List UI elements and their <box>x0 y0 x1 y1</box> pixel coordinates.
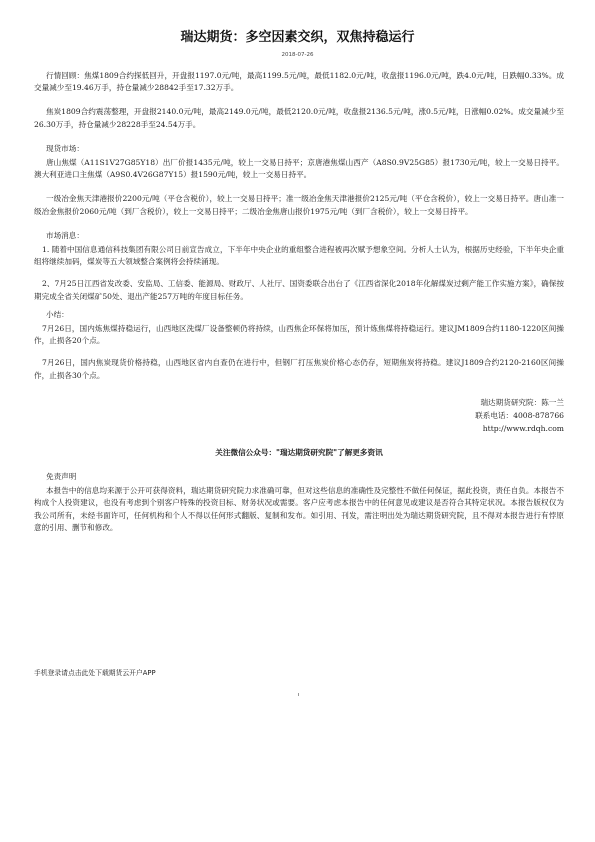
news-item-1: 1. 随着中国信息通信科技集团有限公司日前宣告成立，下半年中央企业的重组整合进程被再次赋予想象空间。分析人士认为，根据历史经验，下半年央企重组将继续加码，煤炭等五大领域整合案例将会持续涌现。 <box>34 245 564 267</box>
summary-heading: 小结： <box>46 309 69 319</box>
spot-coking-coal-prices: 唐山焦煤（A11S1V27G85Y18）出厂价报1435元/吨，较上一交易日持平；京唐港焦煤山西产（A8S0.9V25G85）报1730元/吨，较上一交易日持平。澳大利亚进口主焦煤（A9S0.4V26G87Y15）报1590元/吨，较上一交易日持平。 <box>34 158 564 180</box>
spot-coke-prices: 一级冶金焦天津港报价2200元/吨（平仓含税价），较上一交易日持平；准一级冶金焦天津港报价2125元/吨（平仓含税价），较上一交易日持平。唐山准一级冶金焦报价2060元/吨（到厂含税价），较上一交易日持平；二级冶金焦唐山报价1975元/吨（到厂含税价），较上一交易日持平。 <box>34 194 564 216</box>
summary-coke: 7月26日，国内焦炭现货价格持稳，山西地区省内自查仍在进行中，但钢厂打压焦炭价格心态仍存，短期焦炭将持稳。建议J1809合约2120-2160区间操作，止损各30个点。 <box>34 358 564 380</box>
document-body <box>34 70 564 546</box>
news-item-2: 2、7月25日江西省发改委、安监局、工信委、能源局、财政厅、人社厅、国资委联合出台了《江西省深化2018年化解煤炭过剩产能工作实施方案》，确保按期完成全省关闭煤矿50处、退出产能257万吨的年度目标任务。 <box>34 279 564 301</box>
wechat-follow-notice: 关注微信公众号："瑞达期货研究院"了解更多资讯 <box>215 447 383 457</box>
publish-date: 2018-07-26 <box>281 52 314 58</box>
contact-phone: 联系电话：4008-878766 <box>475 410 564 420</box>
app-download-link[interactable]: 手机登录请点击此处下载期货云开户APP <box>34 669 156 677</box>
disclaimer-text: 本报告中的信息均来源于公开可获得资料，瑞达期货研究院力求准确可靠，但对这些信息的准确性及完整性不做任何保证，据此投资，责任自负。本报告不构成个人投资建议，也没有考虑到个别客户特殊的投资目标、财务状况或需要。客户应考虑本报告中的任何意见或建议是否符合其特定状况。本报告版权仅为我公司所有，未经书面许可，任何机构和个人不得以任何形式翻版、复制和发布。如引用、刊发，需注明出处为瑞达期货研究院，且不得对本报告进行有悖原意的引用、删节和修改。 <box>34 486 564 532</box>
summary-coking-coal: 7月26日，国内炼焦煤持稳运行，山西地区洗煤厂设备整顿仍将持续，山西焦企环保将加压，预计炼焦煤将持稳运行。建议JM1809合约1180-1220区间操作，止损各20个点。 <box>34 324 564 346</box>
signature-block <box>34 396 564 435</box>
researcher-name: 瑞达期货研究院：陈一兰 <box>480 397 564 407</box>
page-marker <box>298 693 299 696</box>
document-title: 瑞达期货：多空因素交织，双焦持稳运行 <box>180 30 415 45</box>
spot-market-heading: 现货市场： <box>46 143 84 153</box>
disclaimer-title: 免责声明 <box>46 472 77 482</box>
market-review-coking-coal: 行情回顾：焦煤1809合约探低回升，开盘报1197.0元/吨，最高1199.5元/吨，最低1182.0元/吨，收盘报1196.0元/吨，跌4.0元/吨，日跌幅0.33%。成交量减少至19.46万手，持仓量减少28842手至17.32万手。 <box>34 71 564 93</box>
market-news-heading: 市场消息： <box>46 230 84 240</box>
market-review-coke: 焦炭1809合约震荡整理，开盘报2140.0元/吨，最高2149.0元/吨，最低2120.0元/吨，收盘报2136.5元/吨，涨0.5元/吨，日涨幅0.02%。成交量减少至26.30万手，持仓量减少28228手至24.54万手。 <box>34 107 564 129</box>
website-link[interactable]: http://www.rdqh.com <box>482 423 564 433</box>
